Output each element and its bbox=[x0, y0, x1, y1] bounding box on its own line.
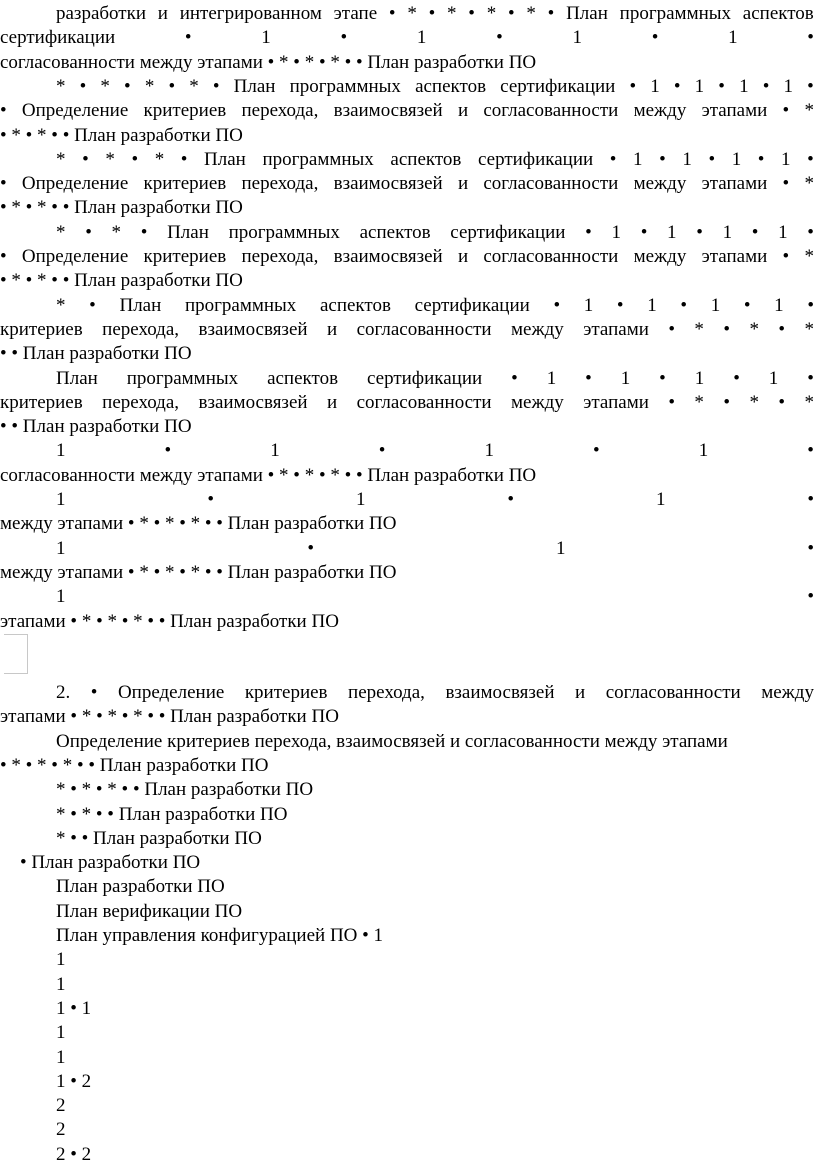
text-line: • * • * • • План разработки ПО bbox=[0, 125, 243, 146]
word: • bbox=[807, 295, 814, 316]
word: • bbox=[640, 222, 648, 243]
word: 1 bbox=[56, 440, 66, 461]
word: * bbox=[804, 246, 814, 267]
text-line: • • План разработки ПО bbox=[0, 416, 192, 437]
word: между bbox=[761, 682, 814, 703]
text-line: • * • * • * • • План разработки ПО bbox=[0, 755, 269, 776]
word: • bbox=[659, 149, 666, 170]
word: перехода, bbox=[102, 392, 180, 413]
text-line bbox=[0, 148, 816, 172]
text-line bbox=[0, 75, 816, 99]
word: между bbox=[511, 319, 564, 340]
word: План bbox=[233, 76, 276, 97]
text-line bbox=[0, 26, 816, 50]
word: * bbox=[111, 222, 122, 243]
word: • bbox=[680, 295, 688, 316]
word: 1 bbox=[778, 222, 788, 243]
word: 1 bbox=[555, 538, 566, 559]
text-line: 2 bbox=[56, 1119, 66, 1140]
word: • bbox=[659, 368, 666, 389]
word: 1 bbox=[56, 586, 66, 607]
text-line bbox=[0, 221, 816, 245]
word: 1 bbox=[546, 368, 557, 389]
word: * bbox=[804, 173, 814, 194]
word: * bbox=[56, 149, 66, 170]
word: и bbox=[326, 392, 338, 413]
word: 1 bbox=[572, 27, 582, 48]
word: перехода, bbox=[241, 173, 319, 194]
word: • bbox=[553, 295, 561, 316]
text-line: План верификации ПО bbox=[56, 901, 243, 922]
word: и bbox=[457, 246, 469, 267]
text-line: согласованности между этапами • * • * • * • • План разработки ПО bbox=[0, 52, 537, 73]
word: • bbox=[751, 222, 759, 243]
word: • bbox=[131, 149, 139, 170]
word: взаимосвязей bbox=[445, 682, 555, 703]
word: согласованности bbox=[483, 246, 619, 267]
word: 1 bbox=[355, 489, 366, 510]
word: * bbox=[154, 149, 165, 170]
text-line: • * • * • • План разработки ПО bbox=[0, 270, 243, 291]
text-line: План разработки ПО bbox=[56, 876, 225, 897]
word: • bbox=[307, 538, 315, 559]
word: • bbox=[340, 27, 348, 48]
word: * bbox=[56, 76, 66, 97]
text-line bbox=[0, 2, 816, 26]
word: сертификации bbox=[477, 149, 594, 170]
word: • bbox=[782, 100, 790, 121]
word: * bbox=[56, 295, 66, 316]
word: • bbox=[90, 682, 98, 703]
word: аспектов bbox=[359, 222, 431, 243]
word: сертификации bbox=[414, 295, 530, 316]
word: • bbox=[0, 100, 7, 121]
word: • bbox=[743, 295, 751, 316]
word: * bbox=[804, 100, 814, 121]
word: 1 bbox=[739, 76, 749, 97]
word: 1 bbox=[698, 440, 709, 461]
word: согласованности bbox=[483, 100, 619, 121]
word: • bbox=[507, 3, 515, 24]
word: • bbox=[723, 392, 731, 413]
word: • bbox=[585, 368, 592, 389]
word: перехода, bbox=[241, 246, 319, 267]
word: и bbox=[326, 319, 338, 340]
word: * bbox=[56, 222, 66, 243]
word: * bbox=[105, 149, 115, 170]
word: • bbox=[807, 149, 814, 170]
word: программных bbox=[262, 149, 374, 170]
word: 1 bbox=[611, 222, 622, 243]
word: 1 bbox=[270, 440, 280, 461]
word: * bbox=[804, 319, 814, 340]
word: взаимосвязей bbox=[198, 392, 308, 413]
word: * bbox=[749, 319, 759, 340]
word: • bbox=[388, 3, 396, 24]
word: 2. bbox=[56, 682, 71, 703]
word: План bbox=[56, 368, 98, 389]
word: • bbox=[0, 173, 7, 194]
word: * bbox=[804, 392, 814, 413]
text-line: • • План разработки ПО bbox=[0, 343, 192, 364]
word: • bbox=[593, 440, 600, 461]
word: Определение bbox=[21, 246, 129, 267]
text-line: 2 • 2 bbox=[56, 1144, 92, 1165]
word: 1 bbox=[416, 27, 427, 48]
word: План bbox=[119, 295, 162, 316]
text-line bbox=[0, 537, 816, 561]
word: • bbox=[668, 319, 675, 340]
word: • bbox=[140, 222, 148, 243]
word: перехода, bbox=[348, 682, 425, 703]
word: • bbox=[207, 489, 215, 510]
word: и bbox=[575, 682, 586, 703]
text-line bbox=[0, 367, 816, 391]
word: аспектов bbox=[390, 149, 462, 170]
text-line: 1 • 2 bbox=[56, 1071, 92, 1092]
word: • bbox=[668, 392, 675, 413]
word: 1 bbox=[647, 295, 657, 316]
word: Определение bbox=[117, 682, 225, 703]
word: • bbox=[723, 319, 731, 340]
word: План bbox=[167, 222, 209, 243]
word: • bbox=[778, 319, 786, 340]
text-line: • План разработки ПО bbox=[20, 852, 201, 873]
word: этапами bbox=[701, 246, 768, 267]
word: • bbox=[212, 76, 220, 97]
word: программных bbox=[619, 3, 732, 24]
word: • bbox=[696, 222, 703, 243]
word: разработки bbox=[56, 3, 146, 24]
word: критериев bbox=[244, 682, 328, 703]
word: • bbox=[496, 27, 503, 48]
word: критериев bbox=[143, 100, 227, 121]
word: План bbox=[566, 3, 608, 24]
word: • bbox=[547, 3, 555, 24]
word: * bbox=[447, 3, 457, 24]
word: • bbox=[164, 440, 172, 461]
word: 1 bbox=[774, 295, 784, 316]
word: • bbox=[468, 3, 475, 24]
word: * bbox=[486, 3, 497, 24]
word: * bbox=[749, 392, 759, 413]
text-line: этапами • * • * • * • • План разработки ПО bbox=[0, 706, 339, 727]
text-line: между этапами • * • * • * • • План разработки ПО bbox=[0, 562, 397, 583]
word: * bbox=[694, 392, 704, 413]
word: * bbox=[189, 76, 199, 97]
word: согласованности bbox=[605, 682, 741, 703]
word: • bbox=[778, 392, 786, 413]
word: • bbox=[428, 3, 436, 24]
word: программных bbox=[184, 295, 297, 316]
word: аспектов bbox=[415, 76, 487, 97]
text-line: • * • * • • План разработки ПО bbox=[0, 197, 243, 218]
word: этапами bbox=[583, 319, 649, 340]
word: сертификации bbox=[500, 76, 616, 97]
word: * bbox=[100, 76, 110, 97]
word: • bbox=[807, 489, 814, 510]
word: • bbox=[616, 295, 624, 316]
word: и bbox=[157, 3, 168, 24]
word: 1 bbox=[710, 295, 721, 316]
word: этапами bbox=[583, 392, 649, 413]
text-line: согласованности между этапами • * • * • * • • План разработки ПО bbox=[0, 465, 537, 486]
word: между bbox=[511, 392, 564, 413]
word: этапами bbox=[701, 100, 768, 121]
text-line bbox=[0, 681, 816, 705]
word: перехода, bbox=[102, 319, 180, 340]
word: • bbox=[807, 27, 814, 48]
word: План bbox=[204, 149, 246, 170]
word: между bbox=[633, 246, 687, 267]
text-line: 1 bbox=[56, 949, 66, 970]
word: согласованности bbox=[356, 392, 492, 413]
word: сертификации bbox=[366, 368, 483, 389]
word: • bbox=[718, 76, 725, 97]
text-line: 1 bbox=[56, 1022, 66, 1043]
word: • bbox=[85, 222, 92, 243]
word: 1 bbox=[484, 440, 494, 461]
word: • bbox=[757, 149, 765, 170]
word: согласованности bbox=[483, 173, 619, 194]
word: • bbox=[378, 440, 386, 461]
word: 1 bbox=[722, 222, 733, 243]
word: • bbox=[807, 586, 814, 607]
word: и bbox=[457, 173, 469, 194]
text-line bbox=[0, 439, 816, 463]
text-line: Определение критериев перехода, взаимосвязей и согласованности между этапами bbox=[56, 731, 728, 752]
word: взаимосвязей bbox=[333, 100, 443, 121]
word: 1 bbox=[633, 149, 643, 170]
word: • bbox=[168, 76, 176, 97]
word: 1 bbox=[620, 368, 631, 389]
word: критериев bbox=[0, 319, 83, 340]
word: критериев bbox=[143, 173, 227, 194]
text-line bbox=[0, 294, 816, 318]
word: • bbox=[708, 149, 716, 170]
text-line: * • • План разработки ПО bbox=[56, 828, 262, 849]
text-line: этапами • * • * • * • • План разработки ПО bbox=[0, 611, 339, 632]
word: интегрированном bbox=[179, 3, 322, 24]
word: между bbox=[633, 173, 687, 194]
word: 1 bbox=[650, 76, 660, 97]
word: • bbox=[782, 246, 790, 267]
word: программных bbox=[126, 368, 239, 389]
word: 1 bbox=[694, 368, 705, 389]
word: 1 bbox=[781, 149, 791, 170]
word: этапами bbox=[701, 173, 768, 194]
word: * bbox=[407, 3, 417, 24]
embedded-object-frame bbox=[4, 634, 28, 674]
word: • bbox=[782, 173, 790, 194]
word: Определение bbox=[21, 173, 129, 194]
word: • bbox=[807, 76, 814, 97]
word: 1 bbox=[694, 76, 705, 97]
text-line: 2 bbox=[56, 1095, 66, 1116]
word: • bbox=[651, 27, 659, 48]
word: аспектов bbox=[319, 295, 391, 316]
text-line: 1 • 1 bbox=[56, 998, 92, 1019]
word: • bbox=[0, 246, 7, 267]
word: критериев bbox=[0, 392, 83, 413]
text-line: * • * • * • • План разработки ПО bbox=[56, 779, 314, 800]
word: между bbox=[633, 100, 687, 121]
word: • bbox=[807, 440, 814, 461]
word: • bbox=[507, 489, 515, 510]
word: 1 bbox=[655, 489, 666, 510]
word: * bbox=[694, 319, 704, 340]
text-line: План управления конфигурацией ПО • 1 bbox=[56, 925, 384, 946]
word: • bbox=[673, 76, 681, 97]
text-line: 1 bbox=[56, 1047, 66, 1068]
word: 1 bbox=[583, 295, 594, 316]
text-line bbox=[0, 318, 816, 342]
word: 1 bbox=[682, 149, 692, 170]
word: • bbox=[585, 222, 592, 243]
word: Определение bbox=[21, 100, 129, 121]
word: • bbox=[79, 76, 87, 97]
word: аспектов bbox=[742, 3, 814, 24]
word: перехода, bbox=[241, 100, 319, 121]
word: • bbox=[629, 76, 637, 97]
text-line bbox=[0, 245, 816, 269]
word: * bbox=[144, 76, 155, 97]
word: программных bbox=[289, 76, 401, 97]
word: взаимосвязей bbox=[198, 319, 308, 340]
text-line: 1 bbox=[56, 974, 66, 995]
word: • bbox=[609, 149, 617, 170]
word: аспектов bbox=[267, 368, 339, 389]
text-line bbox=[0, 172, 816, 196]
word: сертификации bbox=[0, 27, 116, 48]
word: • bbox=[82, 149, 89, 170]
word: согласованности bbox=[356, 319, 492, 340]
text-line: * • * • • План разработки ПО bbox=[56, 804, 288, 825]
word: * bbox=[526, 3, 536, 24]
word: • bbox=[807, 222, 814, 243]
word: • bbox=[807, 538, 814, 559]
text-line bbox=[0, 488, 816, 512]
word: взаимосвязей bbox=[333, 173, 443, 194]
text-line: между этапами • * • * • * • • План разработки ПО bbox=[0, 513, 397, 534]
word: 1 bbox=[261, 27, 271, 48]
word: этапе bbox=[333, 3, 378, 24]
word: 1 bbox=[667, 222, 677, 243]
word: критериев bbox=[143, 246, 227, 267]
word: • bbox=[184, 27, 192, 48]
word: 1 bbox=[56, 538, 66, 559]
word: • bbox=[180, 149, 188, 170]
word: • bbox=[89, 295, 96, 316]
text-line bbox=[0, 585, 816, 609]
word: • bbox=[807, 368, 814, 389]
word: 1 bbox=[56, 489, 66, 510]
word: программных bbox=[228, 222, 340, 243]
word: 1 bbox=[728, 27, 738, 48]
text-line bbox=[0, 99, 816, 123]
word: 1 bbox=[783, 76, 793, 97]
word: 1 bbox=[768, 368, 779, 389]
word: • bbox=[511, 368, 518, 389]
text-line bbox=[0, 391, 816, 415]
word: взаимосвязей bbox=[333, 246, 443, 267]
word: • bbox=[124, 76, 131, 97]
word: сертификации bbox=[450, 222, 566, 243]
word: • bbox=[762, 76, 770, 97]
word: • bbox=[733, 368, 740, 389]
word: 1 bbox=[731, 149, 742, 170]
word: и bbox=[457, 100, 469, 121]
